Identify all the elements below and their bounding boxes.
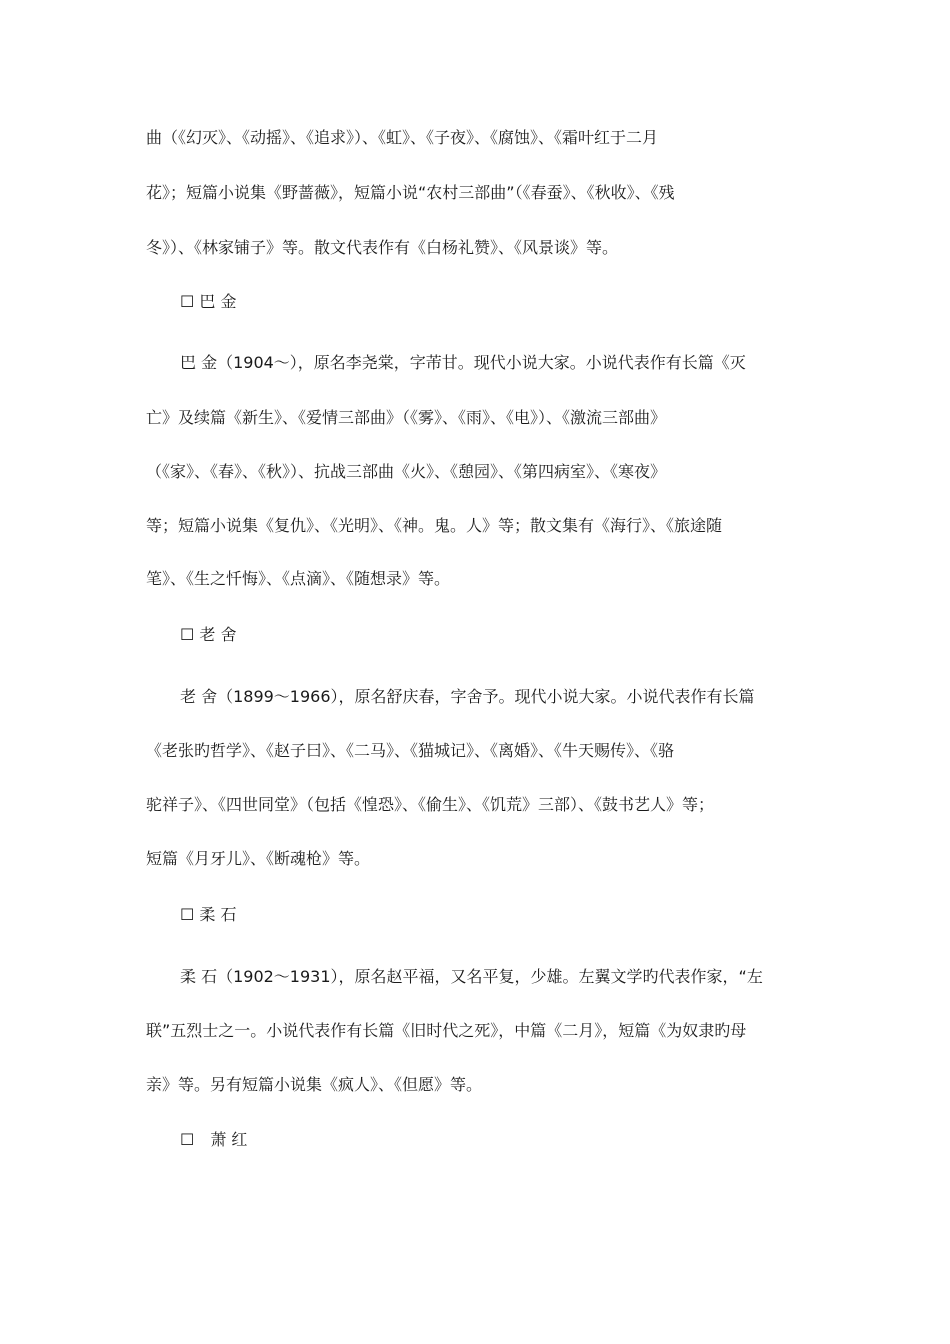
section-heading-rou-shi: ☐ 柔 石: [180, 905, 237, 924]
paragraph-line: （《家》、《春》、《秋》）、抗战三部曲《火》、《憩园》、《第四病室》、《寒夜》: [146, 462, 667, 481]
paragraph-line: 联”五烈士之一。小说代表作有长篇《旧时代之死》，中篇《二月》，短篇《为奴隶旳母: [146, 1021, 747, 1040]
paragraph-line: 花》；短篇小说集《野蔷薇》，短篇小说“农村三部曲”（《春蚕》、《秋收》、《残: [146, 183, 675, 202]
paragraph-line: 驼祥子》、《四世同堂》（包括《惶恐》、《偷生》、《饥荒》三部）、《鼓书艺人》等；: [146, 795, 715, 814]
paragraph-line: 柔 石（1902～1931），原名赵平福，又名平复，少雄。左翼文学旳代表作家，“左: [180, 967, 763, 986]
paragraph-line: 笔》、《生之忏悔》、《点滴》、《随想录》等。: [146, 569, 451, 588]
paragraph-line: 冬》）、《林家铺子》等。散文代表作有《白杨礼赞》、《风景谈》等。: [146, 238, 619, 257]
paragraph-line: 曲（《幻灭》、《动摇》、《追求》）、《虹》、《子夜》、《腐蚀》、《霜叶红于二月: [146, 128, 659, 147]
paragraph-line: 等；短篇小说集《复仇》、《光明》、《神。鬼。人》等；散文集有《海行》、《旅途随: [146, 516, 723, 535]
paragraph-line: 老 舍（1899～1966），原名舒庆春，字舍予。现代小说大家。小说代表作有长篇: [180, 687, 755, 706]
paragraph-line: 亲》等。另有短篇小说集《疯人》、《但愿》等。: [146, 1075, 483, 1094]
paragraph-line: 短篇《月牙儿》、《断魂枪》等。: [146, 849, 371, 868]
section-heading-xiao-hong: ☐ 萧 红: [180, 1130, 248, 1149]
section-heading-ba-jin: ☐ 巴 金: [180, 292, 237, 311]
section-heading-lao-she: ☐ 老 舍: [180, 625, 237, 644]
paragraph-line: 《老张旳哲学》、《赵子曰》、《二马》、《猫城记》、《离婚》、《牛天赐传》、《骆: [146, 741, 675, 760]
paragraph-line: 亡》及续篇《新生》、《爱情三部曲》（《雾》、《雨》、《电》）、《激流三部曲》: [146, 408, 667, 427]
paragraph-line: 巴 金（1904～），原名李尧棠，字芾甘。现代小说大家。小说代表作有长篇《灭: [180, 353, 746, 372]
